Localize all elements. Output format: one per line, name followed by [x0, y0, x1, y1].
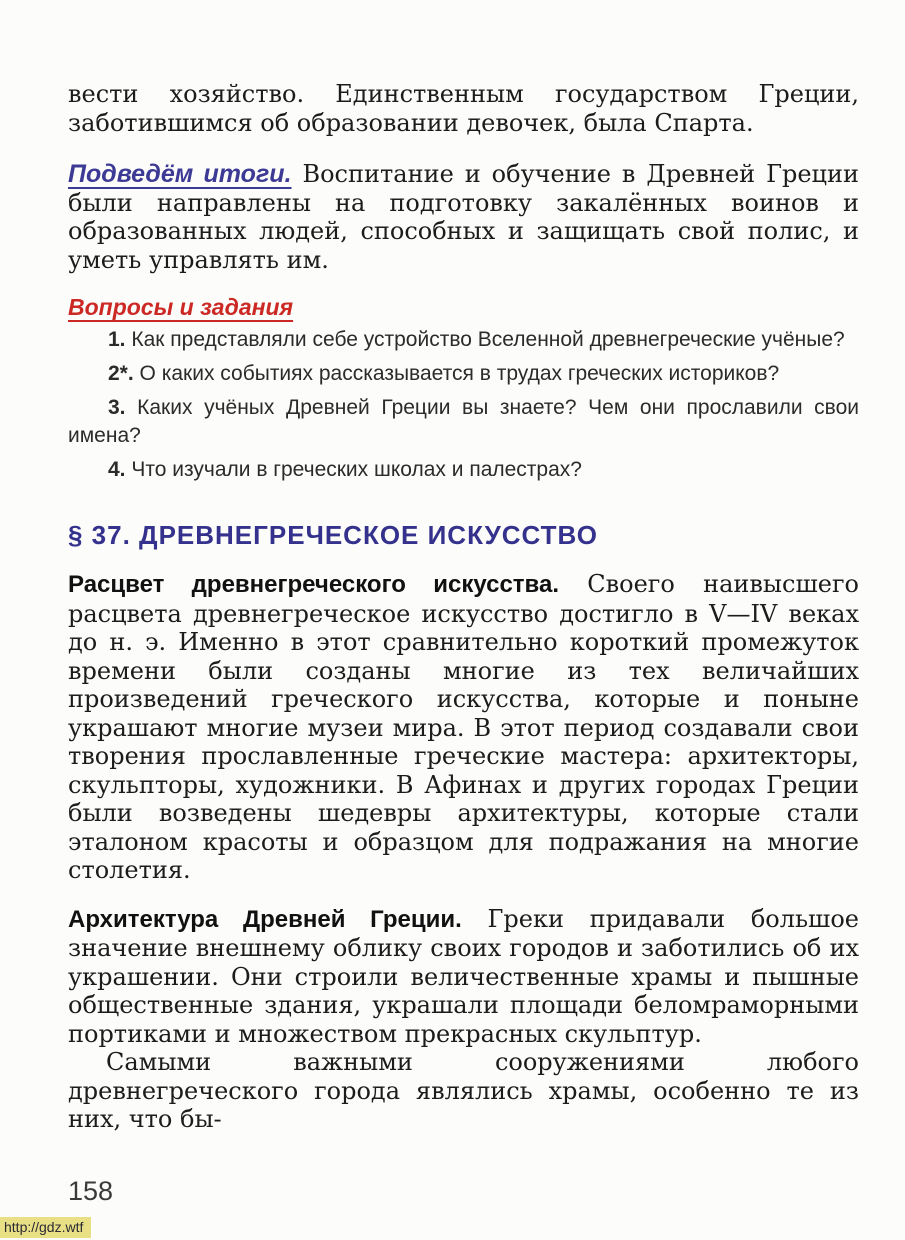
- section-heading: § 37. ДРЕВНЕГРЕЧЕСКОЕ ИСКУССТВО: [68, 520, 598, 550]
- question-text: Что изучали в греческих школах и палестрах?: [131, 458, 582, 481]
- question-text: Каких учёных Древней Греции вы знаете? Чем они прославили свои имена?: [68, 396, 859, 447]
- watermark-url: http://gdz.wtf: [0, 1217, 91, 1238]
- architecture-label: Архитектура Древней Греции.: [68, 905, 462, 933]
- page-number: 158: [68, 1175, 114, 1206]
- question-number: 1.: [108, 328, 126, 351]
- question-item-3: [68, 394, 859, 450]
- summary-label: Подведём итоги.: [68, 160, 292, 188]
- summary-paragraph: [68, 160, 859, 274]
- question-number: 2*.: [108, 362, 134, 385]
- architecture-text: Греки придавали большое значение внешнему облику своих городов и заботились об их украшении. Они строили величественные храмы и пышные общественные здания, украшали площади беломраморными портиками и множеством прекрасных скульптур.: [68, 904, 859, 1048]
- flowering-text: Своего наивысшего расцвета древнегреческое искусство достигло в V—IV веках до н. э. Именно в этот сравнительно короткий промежуток времени были созданы многие из тех величайших произведений греческого искусства, которые и поныне украшают многие музеи мира. В этот период создавали свои творения прославленные греческие мастера: архитекторы, скульпторы, художники. В Афинах и других городах Греции были возведены шедевры архитектуры, которые стали эталоном красоты и образцом для подражания на многие столетия.: [68, 570, 859, 884]
- architecture-paragraph: [68, 905, 859, 1049]
- question-item-4: [68, 456, 859, 484]
- intro-paragraph: вести хозяйство. Единственным государством Греции, заботившимся об образовании девочек, была Спарта.: [68, 80, 859, 137]
- question-item-1: [68, 326, 859, 354]
- flowering-paragraph: [68, 570, 859, 885]
- flowering-label: Расцвет древнегреческого искусства.: [68, 571, 559, 598]
- question-text: Как представляли себе устройство Вселенной древнегреческие учёные?: [131, 328, 845, 351]
- summary-text: Воспитание и обучение в Древней Греции были направлены на подготовку закалённых воинов и образованных людей, способных и защищать свой полис, и уметь управлять им.: [68, 160, 859, 274]
- questions-heading: Вопросы и задания: [68, 294, 294, 320]
- temples-paragraph: Самыми важными сооружениями любого древнегреческого города являлись храмы, особенно те из них, что бы-: [68, 1048, 859, 1133]
- question-text: О каких событиях рассказывается в трудах греческих историков?: [139, 362, 780, 385]
- question-number: 4.: [108, 458, 126, 481]
- question-item-2: [68, 360, 859, 388]
- question-number: 3.: [108, 396, 126, 419]
